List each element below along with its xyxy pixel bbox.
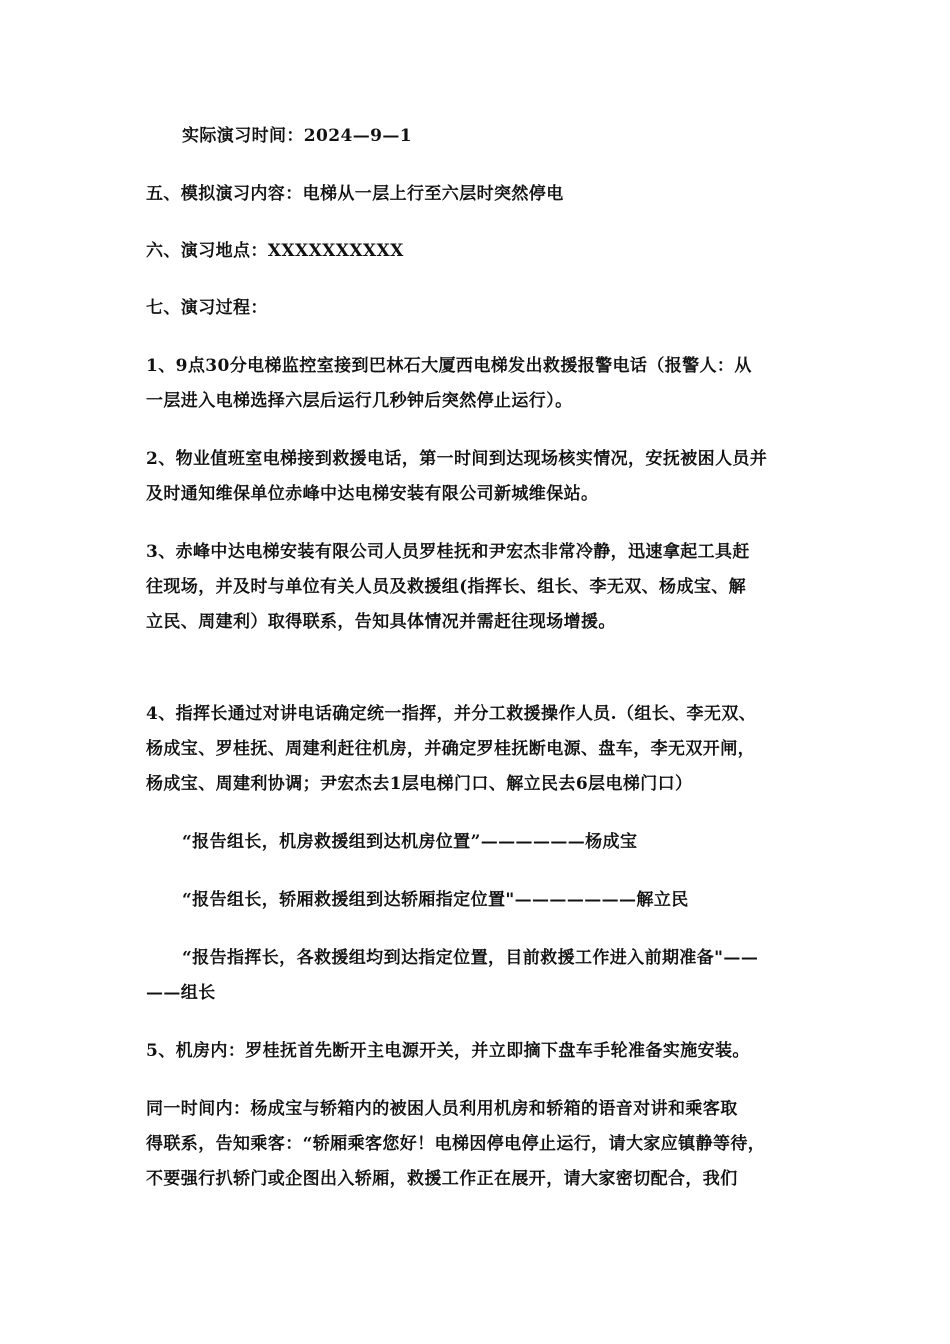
report-quote-3-line-2: ——组长 xyxy=(146,983,216,1003)
paragraph-4-line-2: 杨成宝、罗桂抚、周建利赶往机房，并确定罗桂抚断电源、盘车，李无双开闸， xyxy=(146,739,755,759)
actual-drill-time: 实际演习时间：2024—9—1 xyxy=(182,126,412,146)
paragraph-4-line-1: 4、指挥长通过对讲电话确定统一指挥，并分工救援操作人员.（组长、李无双、 xyxy=(146,704,757,724)
report-quote-2: “报告组长，轿厢救援组到达轿厢指定位置"———————解立民 xyxy=(182,890,689,910)
section-5-drill-content: 五、模拟演习内容：电梯从一层上行至六层时突然停电 xyxy=(146,184,564,204)
report-quote-3-line-1: “报告指挥长，各救援组均到达指定位置，目前救援工作进入前期准备"—— xyxy=(182,948,759,968)
paragraph-5: 5、机房内：罗桂抚首先断开主电源开关，并立即摘下盘车手轮准备实施安装。 xyxy=(146,1041,750,1061)
paragraph-3-line-1: 3、赤峰中达电梯安装有限公司人员罗桂抚和尹宏杰非常冷静，迅速拿起工具赶 xyxy=(146,542,750,562)
paragraph-6-line-1: 同一时间内：杨成宝与轿箱内的被困人员利用机房和轿箱的语音对讲和乘客取 xyxy=(146,1099,738,1119)
paragraph-4-line-3: 杨成宝、周建利协调；尹宏杰去1层电梯门口、解立民去6层电梯门口） xyxy=(146,774,693,794)
paragraph-1-line-1: 1、9点30分电梯监控室接到巴林石大厦西电梯发出救援报警电话（报警人：从 xyxy=(146,356,752,376)
paragraph-6-line-3: 不要强行扒轿门或企图出入轿厢，救援工作正在展开，请大家密切配合，我们 xyxy=(146,1169,738,1189)
section-6-drill-location: 六、演习地点：XXXXXXXXXX xyxy=(146,241,404,261)
paragraph-6-line-2: 得联系，告知乘客：“轿厢乘客您好！电梯因停电停止运行，请大家应镇静等待， xyxy=(146,1134,766,1154)
paragraph-2-line-2: 及时通知维保单位赤峰中达电梯安装有限公司新城维保站。 xyxy=(146,484,599,504)
paragraph-2-line-1: 2、物业值班室电梯接到救援电话，第一时间到达现场核实情况，安抚被困人员并 xyxy=(146,449,768,469)
paragraph-3-line-3: 立民、周建利）取得联系，告知具体情况并需赶往现场增援。 xyxy=(146,612,616,632)
paragraph-3-line-2: 往现场，并及时与单位有关人员及救援组(指挥长、组长、李无双、杨成宝、解 xyxy=(146,577,747,597)
paragraph-1-line-2: 一层进入电梯选择六层后运行几秒钟后突然停止运行）。 xyxy=(146,391,573,411)
section-7-heading: 七、演习过程： xyxy=(146,298,268,318)
report-quote-1: “报告组长，机房救援组到达机房位置”——————杨成宝 xyxy=(182,832,638,852)
